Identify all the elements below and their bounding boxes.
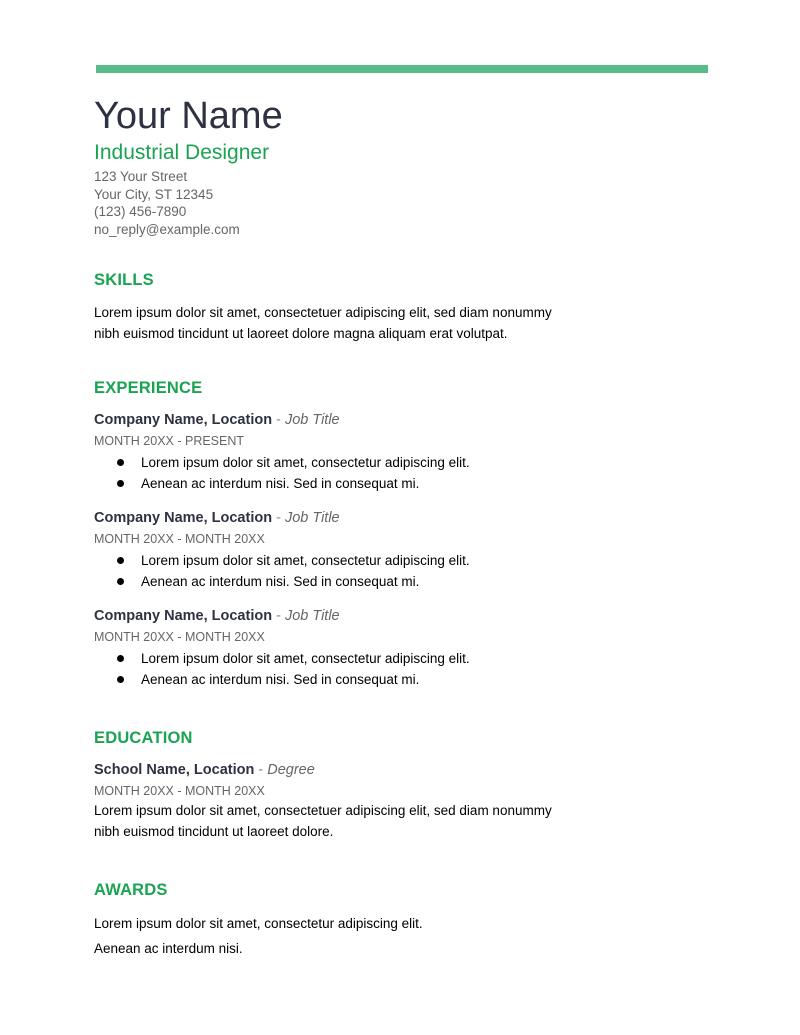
awards-title: AWARDS: [94, 881, 168, 899]
experience-title: EXPERIENCE: [94, 379, 203, 397]
entry-dates: MONTH 20XX - PRESENT: [94, 434, 245, 448]
experience-section: [94, 378, 714, 690]
skills-section: [94, 270, 714, 344]
experience-entry: [94, 606, 714, 690]
company-location: Company Name, Location: [94, 608, 273, 624]
entry-heading: [94, 606, 714, 626]
bullet-icon: [117, 480, 124, 487]
education-section: [94, 728, 714, 842]
bullet-text: Aenean ac interdum nisi. Sed in consequat mi.: [141, 476, 420, 491]
skills-text-line: Lorem ipsum dolor sit amet, consectetuer adipiscing elit, sed diam nonummy: [94, 305, 552, 320]
candidate-name: Your Name: [94, 95, 283, 137]
bullet-item: [94, 550, 714, 571]
bullet-icon: [117, 655, 124, 662]
bullet-item: [94, 571, 714, 592]
education-text-line: nibh euismod tincidunt ut laoreet dolore.: [94, 824, 334, 839]
awards-section: [94, 880, 714, 962]
entry-heading: [94, 760, 714, 780]
experience-entry: [94, 410, 714, 494]
entry-dates: MONTH 20XX - MONTH 20XX: [94, 532, 265, 546]
school-location: School Name, Location: [94, 762, 255, 778]
entry-dates: MONTH 20XX - MONTH 20XX: [94, 630, 265, 644]
title-separator: -: [272, 608, 285, 624]
bullet-text: Lorem ipsum dolor sit amet, consectetur adipiscing elit.: [141, 553, 470, 568]
skills-title: SKILLS: [94, 271, 154, 289]
bullet-list: [94, 550, 714, 592]
candidate-role: Industrial Designer: [94, 141, 270, 164]
bullet-item: [94, 648, 714, 669]
bullet-item: [94, 473, 714, 494]
job-title: Job Title: [284, 608, 340, 624]
bullet-item: [94, 669, 714, 690]
bullet-item: [94, 452, 714, 473]
bullet-icon: [117, 459, 124, 466]
bullet-list: [94, 452, 714, 494]
job-title: Job Title: [284, 412, 340, 428]
bullet-text: Aenean ac interdum nisi. Sed in consequat mi.: [141, 574, 420, 589]
education-title: EDUCATION: [94, 729, 193, 747]
company-location: Company Name, Location: [94, 510, 273, 526]
bullet-text: Aenean ac interdum nisi. Sed in consequat mi.: [141, 672, 420, 687]
title-separator: -: [254, 762, 268, 778]
education-text-line: Lorem ipsum dolor sit amet, consectetuer adipiscing elit, sed diam nonummy: [94, 803, 552, 818]
bullet-text: Lorem ipsum dolor sit amet, consectetur adipiscing elit.: [141, 455, 470, 470]
entry-heading: [94, 508, 714, 528]
bullet-icon: [117, 578, 124, 585]
bullet-text: Lorem ipsum dolor sit amet, consectetur adipiscing elit.: [141, 651, 470, 666]
accent-bar: [96, 65, 708, 73]
bullet-icon: [117, 676, 124, 683]
title-separator: -: [272, 510, 285, 526]
company-location: Company Name, Location: [94, 412, 273, 428]
experience-entry: [94, 508, 714, 592]
contact-city: Your City, ST 12345: [94, 186, 214, 202]
degree: Degree: [267, 762, 315, 778]
contact-phone: (123) 456-7890: [94, 204, 187, 220]
skills-text-line: nibh euismod tincidunt ut laoreet dolore magna aliquam erat volutpat.: [94, 326, 508, 341]
entry-dates: MONTH 20XX - MONTH 20XX: [94, 784, 265, 798]
job-title: Job Title: [284, 510, 340, 526]
contact-email: no_reply@example.com: [94, 222, 240, 238]
title-separator: -: [272, 412, 285, 428]
entry-heading: [94, 410, 714, 430]
bullet-icon: [117, 557, 124, 564]
awards-text-line: Aenean ac interdum nisi.: [94, 941, 243, 956]
bullet-list: [94, 648, 714, 690]
awards-text-line: Lorem ipsum dolor sit amet, consectetur adipiscing elit.: [94, 916, 423, 931]
resume-header: [94, 92, 714, 239]
contact-street: 123 Your Street: [94, 169, 188, 184]
